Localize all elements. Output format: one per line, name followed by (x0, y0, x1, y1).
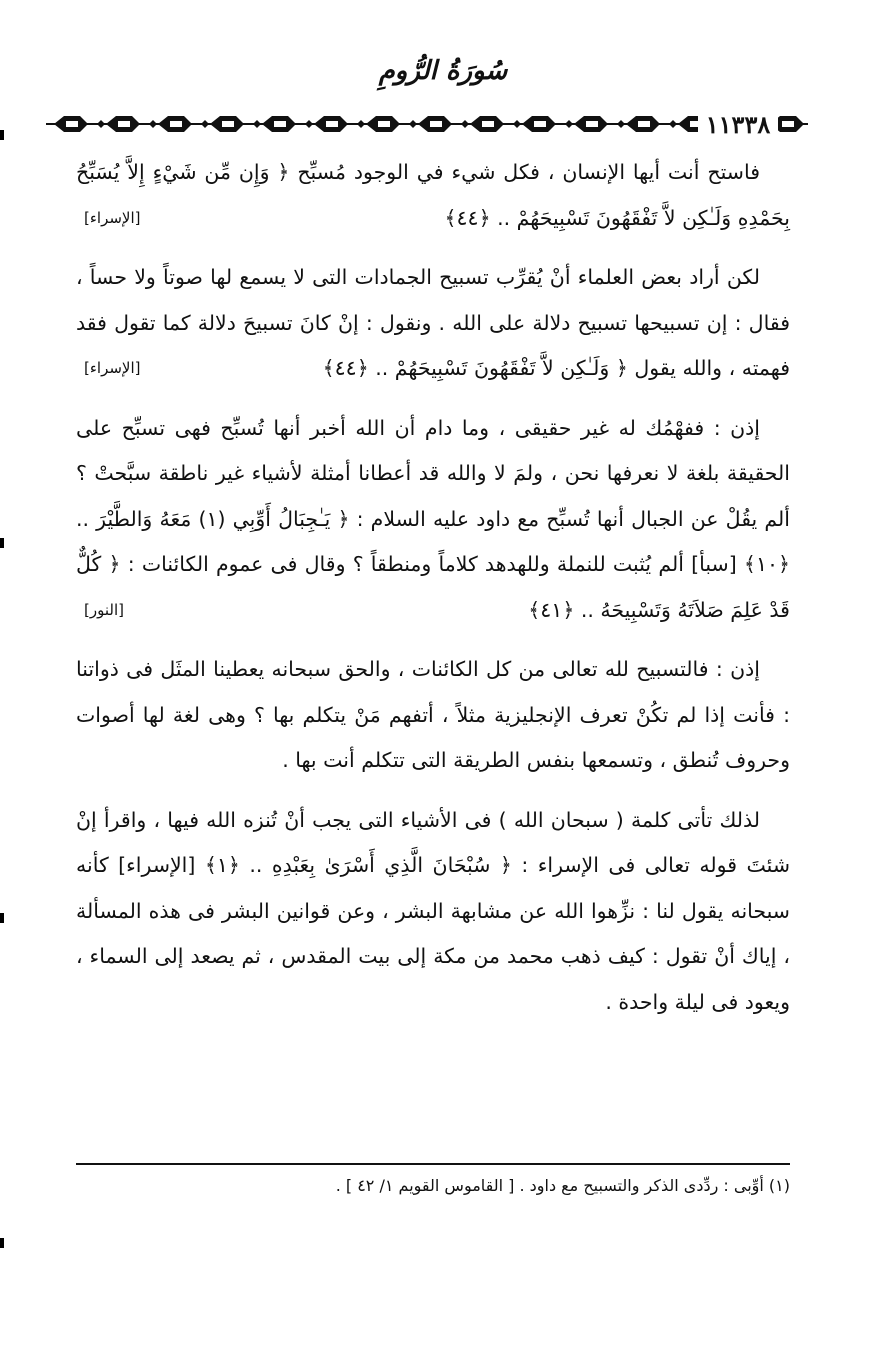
verse-reference: [الإسراء] (84, 359, 141, 377)
ornament-bar (46, 106, 808, 142)
body-text (76, 150, 790, 1039)
paragraph-text: إذن : فالتسبيح لله تعالى من كل الكائنات ، والحق سبحانه يعطينا المثَل فى ذواتنا : فأنت إذا لم تكُنْ تعرف الإنجليزية مثلاً ، أتفهم مَنْ يتكلم بها ؟ وهى لغة لها أصوات وحروف تُنطق ، وتسمعها بنفس الطريقة التى تتكلم أنت بها . (76, 657, 790, 772)
footnote: (١) أوِّبى : ردِّدى الذكر والتسبيح مع داود . [ القاموس القويم ١/ ٤٢ ] . (335, 1176, 790, 1195)
paragraph (76, 255, 790, 392)
paragraph-text: فاستح أنت أيها الإنسان ، فكل شيء في الوجود مُسبِّح ﴿ وَإِن مِّن شَيْءٍ إِلاَّ يُسَبِّحُ بِحَمْدِهِ وَلَـٰكِن لاَّ تَفْقَهُونَ تَسْبِيحَهُمْ .. ﴿٤٤﴾ (76, 160, 790, 230)
verse-reference: [الإسراء] (84, 208, 141, 227)
paragraph-text: لكن أراد بعض العلماء أنْ يُقرِّب تسبيح الجمادات التى لا يسمع لها صوتاً ولا حساً ، فقال : إن تسبيحها تسبيح دلالة على الله . ونقول : إنْ كانَ تسبيحَ دلالة كما تقول فقد فهمته ، والله يقول ﴿ وَلَـٰكِن لاَّ تَفْقَهُونَ تَسْبِيحَهُمْ .. ﴿٤٤﴾ (76, 265, 790, 380)
surah-title: سُورَةُ الرُّومِ (378, 56, 508, 86)
paragraph (76, 150, 790, 241)
paragraph-text: إذن : ففهْمُك له غير حقيقى ، وما دام أن الله أخبر أنها تُسبِّح فهى تسبِّح على الحقيقة بلغة لا نعرفها نحن ، ولمَ لا والله قد أعطانا أمثلة لأشياء غير ناطقة سبَّحتْ ؟ ألم يقُلْ عن الجبال أنها تُسبِّح مع داود عليه السلام : ﴿ يَـٰجِبَالُ أَوِّبِي (١) مَعَهُ وَالطَّيْرَ .. ﴿١٠﴾ [سبأ] ألم يُثبت للنملة وللهدهد كلاماً ومنطقاً ؟ وقال فى عموم الكائنات : ﴿ كُلٌّ قَدْ عَلِمَ صَلاَتَهُ وَتَسْبِيحَهُ .. ﴿٤١﴾ (76, 415, 790, 622)
verse-reference: [النور] (84, 600, 124, 619)
paragraph (76, 406, 790, 634)
edge-mark (0, 913, 4, 923)
paragraph-text: لذلك تأتى كلمة ( سبحان الله ) فى الأشياء التى يجب أنْ تُنزه الله فيها ، واقرأ إنْ شئتَ قوله تعالى فى الإسراء : ﴿ سُبْحَانَ الَّذِي أَسْرَىٰ بِعَبْدِهِ .. ﴿١﴾ [الإسراء] كأنه سبحانه يقول لنا : نزِّهوا الله عن مشابهة البشر ، وعن قوانين البشر فى هذه المسألة ، إياك أنْ تقول : كيف ذهب محمد من مكة إلى بيت المقدس ، ثم يصعد إلى السماء ، ويعود فى ليلة واحدة . (76, 807, 790, 1014)
page-number: ١١٣٣٨ (698, 110, 778, 139)
edge-mark (0, 538, 4, 548)
edge-mark (0, 1238, 4, 1248)
edge-mark (0, 130, 4, 140)
paragraph (76, 798, 790, 1026)
footnote-divider (76, 1163, 790, 1165)
paragraph (76, 647, 790, 784)
